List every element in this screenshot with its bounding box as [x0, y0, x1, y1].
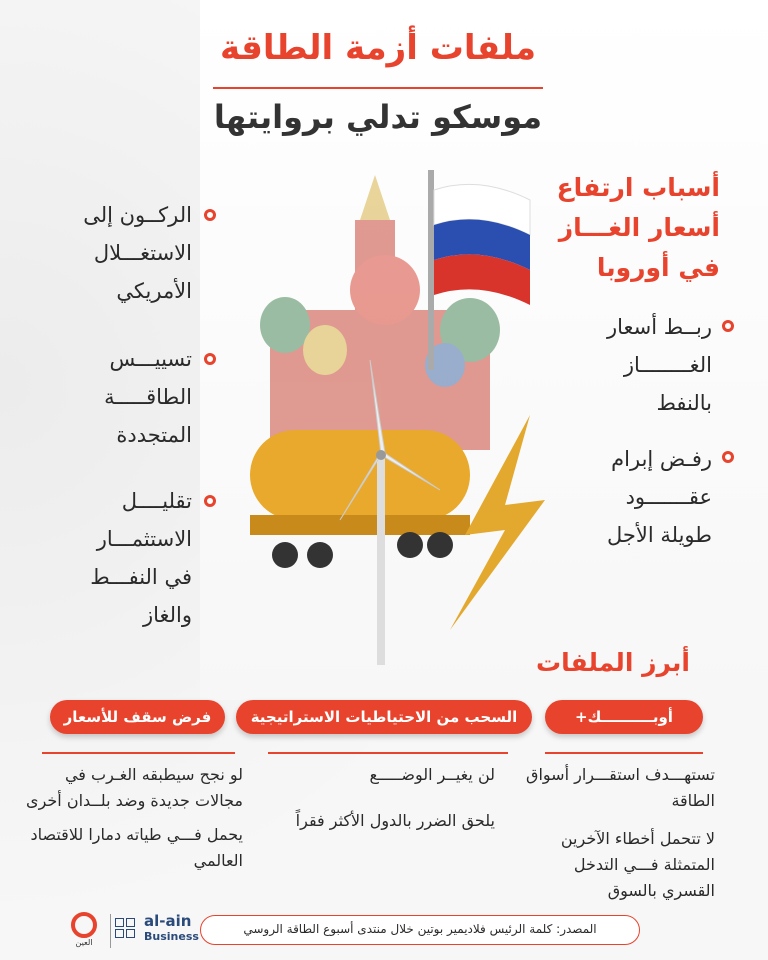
brand-sub: Business	[144, 930, 199, 943]
column-divider	[268, 752, 508, 754]
brand-name	[144, 913, 199, 945]
item-line: الاستغـــلال	[93, 241, 192, 265]
column-point: يحمل فـــي طياته دمارا للاقتصاد العالمي	[30, 825, 243, 870]
gas-tank-wagon-icon	[250, 430, 470, 568]
column-point: تستهـــدف استقـــرار أسواق الطاقة	[526, 765, 715, 810]
item-line: الاستثمـــار	[96, 527, 192, 551]
bullet-icon	[204, 495, 216, 507]
column-divider	[545, 752, 703, 754]
russia-flag-icon	[434, 184, 530, 305]
item-line: الطاقـــــة	[104, 385, 192, 409]
al-ain-logo	[62, 912, 106, 948]
column-divider	[42, 752, 235, 754]
flagpole	[428, 170, 434, 370]
page-title: ملفات أزمة الطاقة	[219, 28, 537, 68]
item-line: والغاز	[142, 603, 192, 627]
item-line: رفـض إبرام	[611, 447, 712, 471]
bullet-icon	[204, 209, 216, 221]
left-item	[20, 340, 192, 454]
opec-column	[520, 762, 715, 904]
column-point: لو نجح سيطبقه الغـرب في مجالات جديدة وضد بلــدان أخرى	[26, 765, 243, 810]
item-line: في النفـــط	[90, 565, 192, 589]
item-line: الركــون إلى	[83, 203, 192, 227]
heading-line: أسعار الغـــاز	[558, 213, 720, 242]
heading-line: أسباب ارتفاع	[556, 173, 720, 202]
brand: al-ain	[144, 912, 192, 930]
reason-item	[552, 308, 712, 422]
item-line: طويلة الأجل	[607, 523, 712, 547]
files-heading: أبرز الملفات	[535, 648, 690, 677]
column-point: يلحق الضرر بالدول الأكثر فقراً	[295, 811, 495, 830]
item-line: عقـــــــود	[625, 485, 712, 509]
title-divider	[213, 87, 543, 89]
item-line: ربــط أسعار	[607, 315, 712, 339]
bullet-icon	[722, 320, 734, 332]
item-line: بالنفط	[656, 391, 712, 415]
reserves-column	[270, 762, 495, 834]
item-line: تسييـــس	[109, 347, 192, 371]
item-line: المتجددة	[116, 423, 192, 447]
item-line: الأمريكي	[116, 279, 192, 303]
pill-price-cap: فرض سقف للأسعار	[50, 700, 225, 734]
item-line: تقليــــل	[121, 489, 192, 513]
energy-illustration	[230, 160, 560, 670]
heading-line: في أوروبا	[596, 253, 720, 282]
logo-text: العين	[75, 938, 93, 947]
price-cap-column	[18, 762, 243, 874]
left-item	[20, 482, 192, 634]
item-line: الغــــــــاز	[623, 353, 712, 377]
pill-opec: أوبــــــــــك+	[545, 700, 703, 734]
page-subtitle: موسكو تدلي بروايتها	[213, 98, 543, 136]
social-icons	[114, 917, 142, 939]
column-point: لن يغيــر الوضـــــع	[369, 765, 495, 784]
left-item	[20, 196, 192, 310]
pill-strategic-reserves: السحب من الاحتياطيات الاستراتيجية	[236, 700, 532, 734]
logo-divider	[110, 914, 111, 948]
bullet-icon	[204, 353, 216, 365]
reason-item	[552, 440, 712, 554]
bullet-icon	[722, 451, 734, 463]
source-note: المصدر: كلمة الرئيس فلاديمير بوتين خلال منتدى أسبوع الطاقة الروسي	[200, 915, 640, 945]
column-point: لا تتحمل أخطاء الآخرين المتمثلة فـــي التدخل القسري بالسوق	[560, 829, 715, 900]
